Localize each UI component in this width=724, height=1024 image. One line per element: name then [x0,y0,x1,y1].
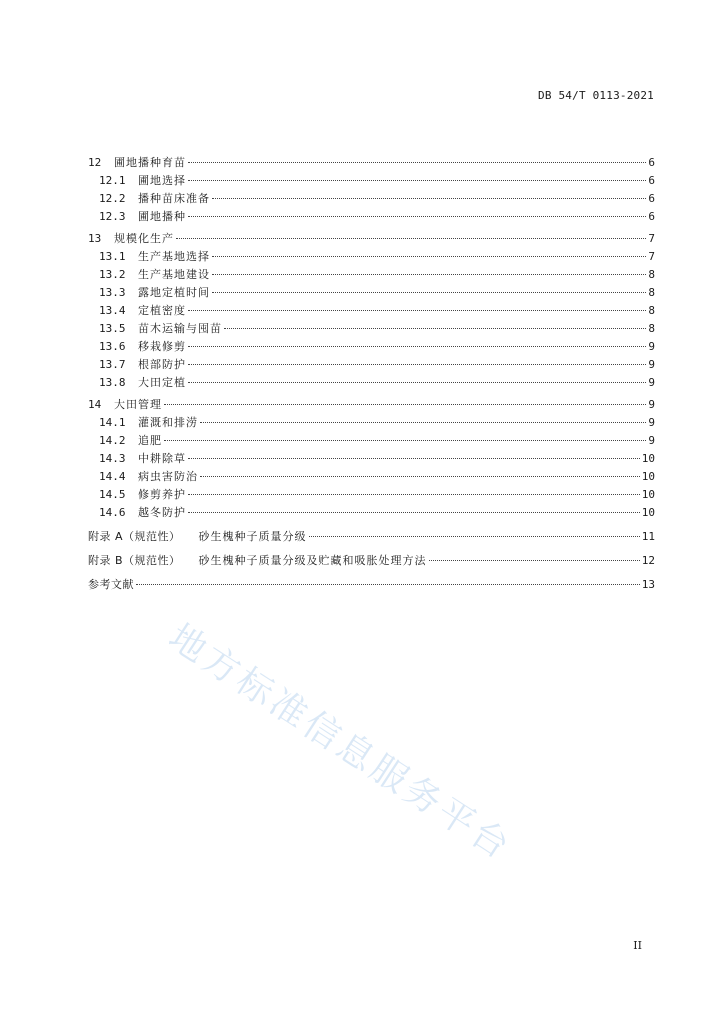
toc-entry-12[interactable] [88,154,655,172]
toc-title: 露地定植时间 [138,286,210,299]
dot-leader [212,256,646,257]
toc-number: 14.5 [99,488,126,501]
toc-entry-12-3[interactable] [88,208,655,226]
toc-page: 9 [648,358,655,371]
table-of-contents [88,154,655,594]
toc-page: 8 [648,286,655,299]
dot-leader [309,536,640,537]
toc-entry-14-4[interactable] [88,468,655,486]
toc-number: 14.2 [99,434,126,447]
dot-leader [200,422,646,423]
appendix-label: 附录 A（规范性） [88,530,181,543]
toc-number: 13.1 [99,250,126,263]
toc-number: 13 [88,232,102,245]
toc-page: 8 [648,268,655,281]
toc-page: 6 [648,192,655,205]
toc-title: 苗木运输与囤苗 [138,322,222,335]
toc-entry-13-3[interactable] [88,284,655,302]
toc-number: 14.4 [99,470,126,483]
toc-page: 8 [648,322,655,335]
toc-entry-14[interactable] [88,396,655,414]
toc-page: 6 [648,174,655,187]
toc-number: 14 [88,398,102,411]
toc-number: 12.2 [99,192,126,205]
dot-leader [188,494,640,495]
toc-entry-references[interactable] [88,576,655,594]
toc-page: 6 [648,156,655,169]
toc-page: 7 [648,232,655,245]
toc-number: 13.3 [99,286,126,299]
toc-number: 13.4 [99,304,126,317]
toc-page: 9 [648,416,655,429]
dot-leader [188,346,646,347]
toc-title: 移栽修剪 [138,340,186,353]
toc-page: 10 [641,506,655,519]
toc-entry-14-3[interactable] [88,450,655,468]
toc-entry-14-2[interactable] [88,432,655,450]
dot-leader [212,198,646,199]
toc-page: 6 [648,210,655,223]
toc-title: 灌溉和排涝 [138,416,198,429]
toc-page: 12 [641,554,655,567]
page-number: II [633,939,642,952]
toc-title: 生产基地建设 [138,268,210,281]
toc-entry-13-1[interactable] [88,248,655,266]
toc-number: 14.6 [99,506,126,519]
toc-entry-14-6[interactable] [88,504,655,522]
references-label: 参考文献 [88,578,134,591]
toc-entry-13-6[interactable] [88,338,655,356]
toc-page: 10 [641,488,655,501]
dot-leader [188,512,640,513]
toc-title: 追肥 [138,434,162,447]
toc-number: 14.3 [99,452,126,465]
dot-leader [188,180,646,181]
dot-leader [188,310,646,311]
toc-title: 大田管理 [114,398,162,411]
toc-entry-13-4[interactable] [88,302,655,320]
toc-page: 10 [641,470,655,483]
toc-number: 14.1 [99,416,126,429]
toc-number: 13.7 [99,358,126,371]
dot-leader [212,292,646,293]
toc-entry-13[interactable] [88,230,655,248]
toc-title: 播种苗床准备 [138,192,210,205]
toc-title: 圃地播种 [138,210,186,223]
toc-page: 7 [648,250,655,263]
appendix-label: 附录 B（规范性） [88,554,181,567]
toc-number: 12 [88,156,102,169]
toc-number: 12.1 [99,174,126,187]
toc-page: 9 [648,398,655,411]
dot-leader [188,364,646,365]
dot-leader [136,584,640,585]
toc-entry-14-5[interactable] [88,486,655,504]
toc-number: 13.6 [99,340,126,353]
toc-page: 10 [641,452,655,465]
toc-title: 大田定植 [138,376,186,389]
dot-leader [188,458,640,459]
toc-page: 9 [648,434,655,447]
toc-title: 定植密度 [138,304,186,317]
toc-page: 8 [648,304,655,317]
toc-title: 规模化生产 [114,232,174,245]
toc-page: 11 [641,530,655,543]
toc-number: 13.8 [99,376,126,389]
toc-entry-appendix-a[interactable] [88,528,655,546]
toc-entry-13-8[interactable] [88,374,655,392]
dot-leader [188,382,646,383]
toc-page: 9 [648,340,655,353]
dot-leader [164,440,646,441]
toc-title: 越冬防护 [138,506,186,519]
dot-leader [164,404,646,405]
toc-entry-14-1[interactable] [88,414,655,432]
standard-code: DB 54/T 0113-2021 [538,89,654,102]
toc-page: 13 [641,578,655,591]
toc-entry-appendix-b[interactable] [88,552,655,570]
toc-entry-12-2[interactable] [88,190,655,208]
toc-title: 修剪养护 [138,488,186,501]
toc-entry-12-1[interactable] [88,172,655,190]
toc-title: 病虫害防治 [138,470,198,483]
dot-leader [188,162,646,163]
toc-entry-13-5[interactable] [88,320,655,338]
watermark: 地方标准信息服务平台 [161,616,520,869]
toc-title: 生产基地选择 [138,250,210,263]
toc-title: 中耕除草 [138,452,186,465]
dot-leader [188,216,646,217]
toc-page: 9 [648,376,655,389]
toc-title: 圃地播种育苗 [114,156,186,169]
dot-leader [429,560,640,561]
toc-number: 13.2 [99,268,126,281]
toc-entry-13-7[interactable] [88,356,655,374]
toc-entry-13-2[interactable] [88,266,655,284]
toc-number: 12.3 [99,210,126,223]
toc-title: 根部防护 [138,358,186,371]
dot-leader [224,328,646,329]
dot-leader [212,274,646,275]
toc-title: 圃地选择 [138,174,186,187]
dot-leader [200,476,640,477]
dot-leader [176,238,646,239]
appendix-title: 砂生槐种子质量分级及贮藏和吸胀处理方法 [198,554,427,567]
appendix-title: 砂生槐种子质量分级 [198,530,307,543]
toc-number: 13.5 [99,322,126,335]
